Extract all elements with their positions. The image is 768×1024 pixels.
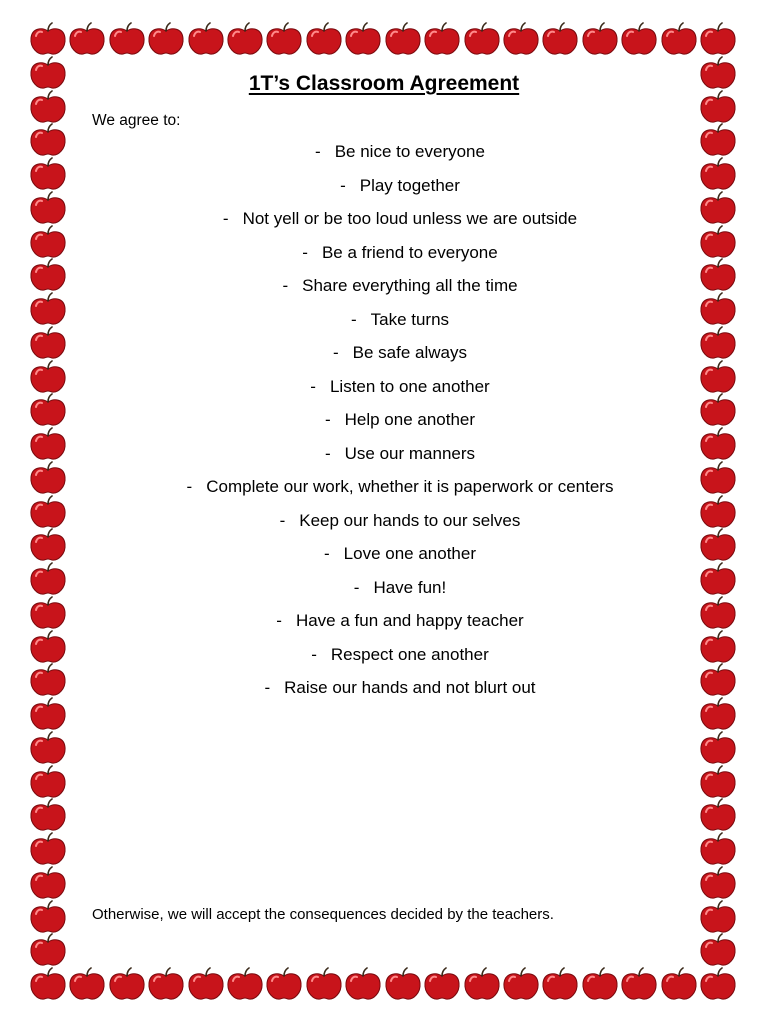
agreement-text: Respect one another <box>330 644 489 664</box>
agreement-text: Be nice to everyone <box>334 142 485 161</box>
red-apple-icon <box>28 900 68 936</box>
red-apple-icon <box>186 967 226 1003</box>
bullet-dash: - <box>264 678 271 697</box>
list-item <box>0 575 768 609</box>
red-apple-icon <box>659 967 699 1003</box>
red-apple-icon <box>659 22 699 58</box>
list-item <box>0 474 768 508</box>
agreement-text: Share everything all the time <box>302 276 518 295</box>
bullet-dash: - <box>353 577 360 597</box>
agreement-text: Have fun! <box>373 577 447 597</box>
agreement-text: Raise our hands and not blurt out <box>284 678 536 697</box>
closing-statement: Otherwise, we will accept the consequences decided by the teachers. <box>92 906 554 923</box>
bullet-dash: - <box>315 142 321 161</box>
list-item <box>0 139 768 173</box>
red-apple-icon <box>698 967 738 1003</box>
list-item <box>0 340 768 374</box>
red-apple-icon <box>540 22 580 58</box>
red-apple-icon <box>28 765 68 801</box>
list-item <box>0 407 768 441</box>
agreement-text: Love one another <box>343 544 476 563</box>
red-apple-icon <box>28 967 68 1003</box>
red-apple-icon <box>28 798 68 834</box>
red-apple-icon <box>698 900 738 936</box>
red-apple-icon <box>186 22 226 58</box>
red-apple-icon <box>698 765 738 801</box>
bullet-dash: - <box>324 410 331 429</box>
red-apple-icon <box>304 967 344 1003</box>
list-item <box>0 508 768 542</box>
red-apple-icon <box>28 22 68 58</box>
red-apple-icon <box>698 866 738 902</box>
bullet-dash: - <box>279 510 286 530</box>
red-apple-icon <box>580 967 620 1003</box>
red-apple-icon <box>28 731 68 767</box>
list-item <box>0 675 768 709</box>
intro-text: We agree to: <box>92 112 181 129</box>
red-apple-icon <box>501 967 541 1003</box>
red-apple-icon <box>146 22 186 58</box>
bullet-dash: - <box>282 276 289 295</box>
red-apple-icon <box>304 22 344 58</box>
bullet-dash: - <box>302 242 308 262</box>
agreement-text: Use our manners <box>344 443 476 463</box>
red-apple-icon <box>698 798 738 834</box>
bullet-dash: - <box>332 343 339 362</box>
agreement-text: Play together <box>359 175 460 195</box>
bullet-dash: - <box>310 376 316 396</box>
list-item <box>0 374 768 408</box>
page-title: 1T’s Classroom Agreement <box>248 72 520 95</box>
red-apple-icon <box>264 967 304 1003</box>
red-apple-icon <box>107 22 147 58</box>
bullet-dash: - <box>222 209 229 228</box>
red-apple-icon <box>580 22 620 58</box>
agreement-text: Have a fun and happy teacher <box>295 611 524 630</box>
red-apple-icon <box>28 832 68 868</box>
red-apple-icon <box>343 967 383 1003</box>
red-apple-icon <box>28 933 68 969</box>
list-item <box>0 642 768 676</box>
agreement-text: Be a friend to everyone <box>321 242 498 262</box>
red-apple-icon <box>501 22 541 58</box>
list-item <box>0 240 768 274</box>
agreement-list <box>0 139 768 709</box>
red-apple-icon <box>383 22 423 58</box>
red-apple-icon <box>67 967 107 1003</box>
red-apple-icon <box>698 22 738 58</box>
red-apple-icon <box>462 967 502 1003</box>
red-apple-icon <box>343 22 383 58</box>
agreement-text: Help one another <box>344 410 476 429</box>
red-apple-icon <box>698 731 738 767</box>
red-apple-icon <box>146 967 186 1003</box>
red-apple-icon <box>462 22 502 58</box>
list-item <box>0 307 768 341</box>
bullet-dash: - <box>323 544 330 563</box>
red-apple-icon <box>67 22 107 58</box>
bullet-dash: - <box>186 477 193 496</box>
list-item <box>0 173 768 207</box>
red-apple-icon <box>422 22 462 58</box>
red-apple-icon <box>225 967 265 1003</box>
red-apple-icon <box>422 967 462 1003</box>
list-item <box>0 541 768 575</box>
bullet-dash: - <box>340 175 346 195</box>
list-item <box>0 441 768 475</box>
agreement-text: Complete our work, whether it is paperwork or centers <box>206 477 614 496</box>
red-apple-icon <box>698 933 738 969</box>
bullet-dash: - <box>311 644 317 664</box>
list-item <box>0 608 768 642</box>
agreement-text: Not yell or be too loud unless we are outside <box>242 209 578 228</box>
list-item <box>0 273 768 307</box>
agreement-text: Take turns <box>370 309 450 329</box>
agreement-text: Be safe always <box>352 343 467 362</box>
red-apple-icon <box>264 22 304 58</box>
agreement-text: Keep our hands to our selves <box>299 510 521 530</box>
bullet-dash: - <box>350 309 357 329</box>
list-item <box>0 206 768 240</box>
red-apple-icon <box>28 866 68 902</box>
red-apple-icon <box>619 22 659 58</box>
red-apple-icon <box>225 22 265 58</box>
red-apple-icon <box>619 967 659 1003</box>
red-apple-icon <box>107 967 147 1003</box>
bullet-dash: - <box>324 443 331 463</box>
bullet-dash: - <box>276 611 282 630</box>
red-apple-icon <box>698 832 738 868</box>
red-apple-icon <box>383 967 423 1003</box>
red-apple-icon <box>540 967 580 1003</box>
agreement-text: Listen to one another <box>329 376 490 396</box>
